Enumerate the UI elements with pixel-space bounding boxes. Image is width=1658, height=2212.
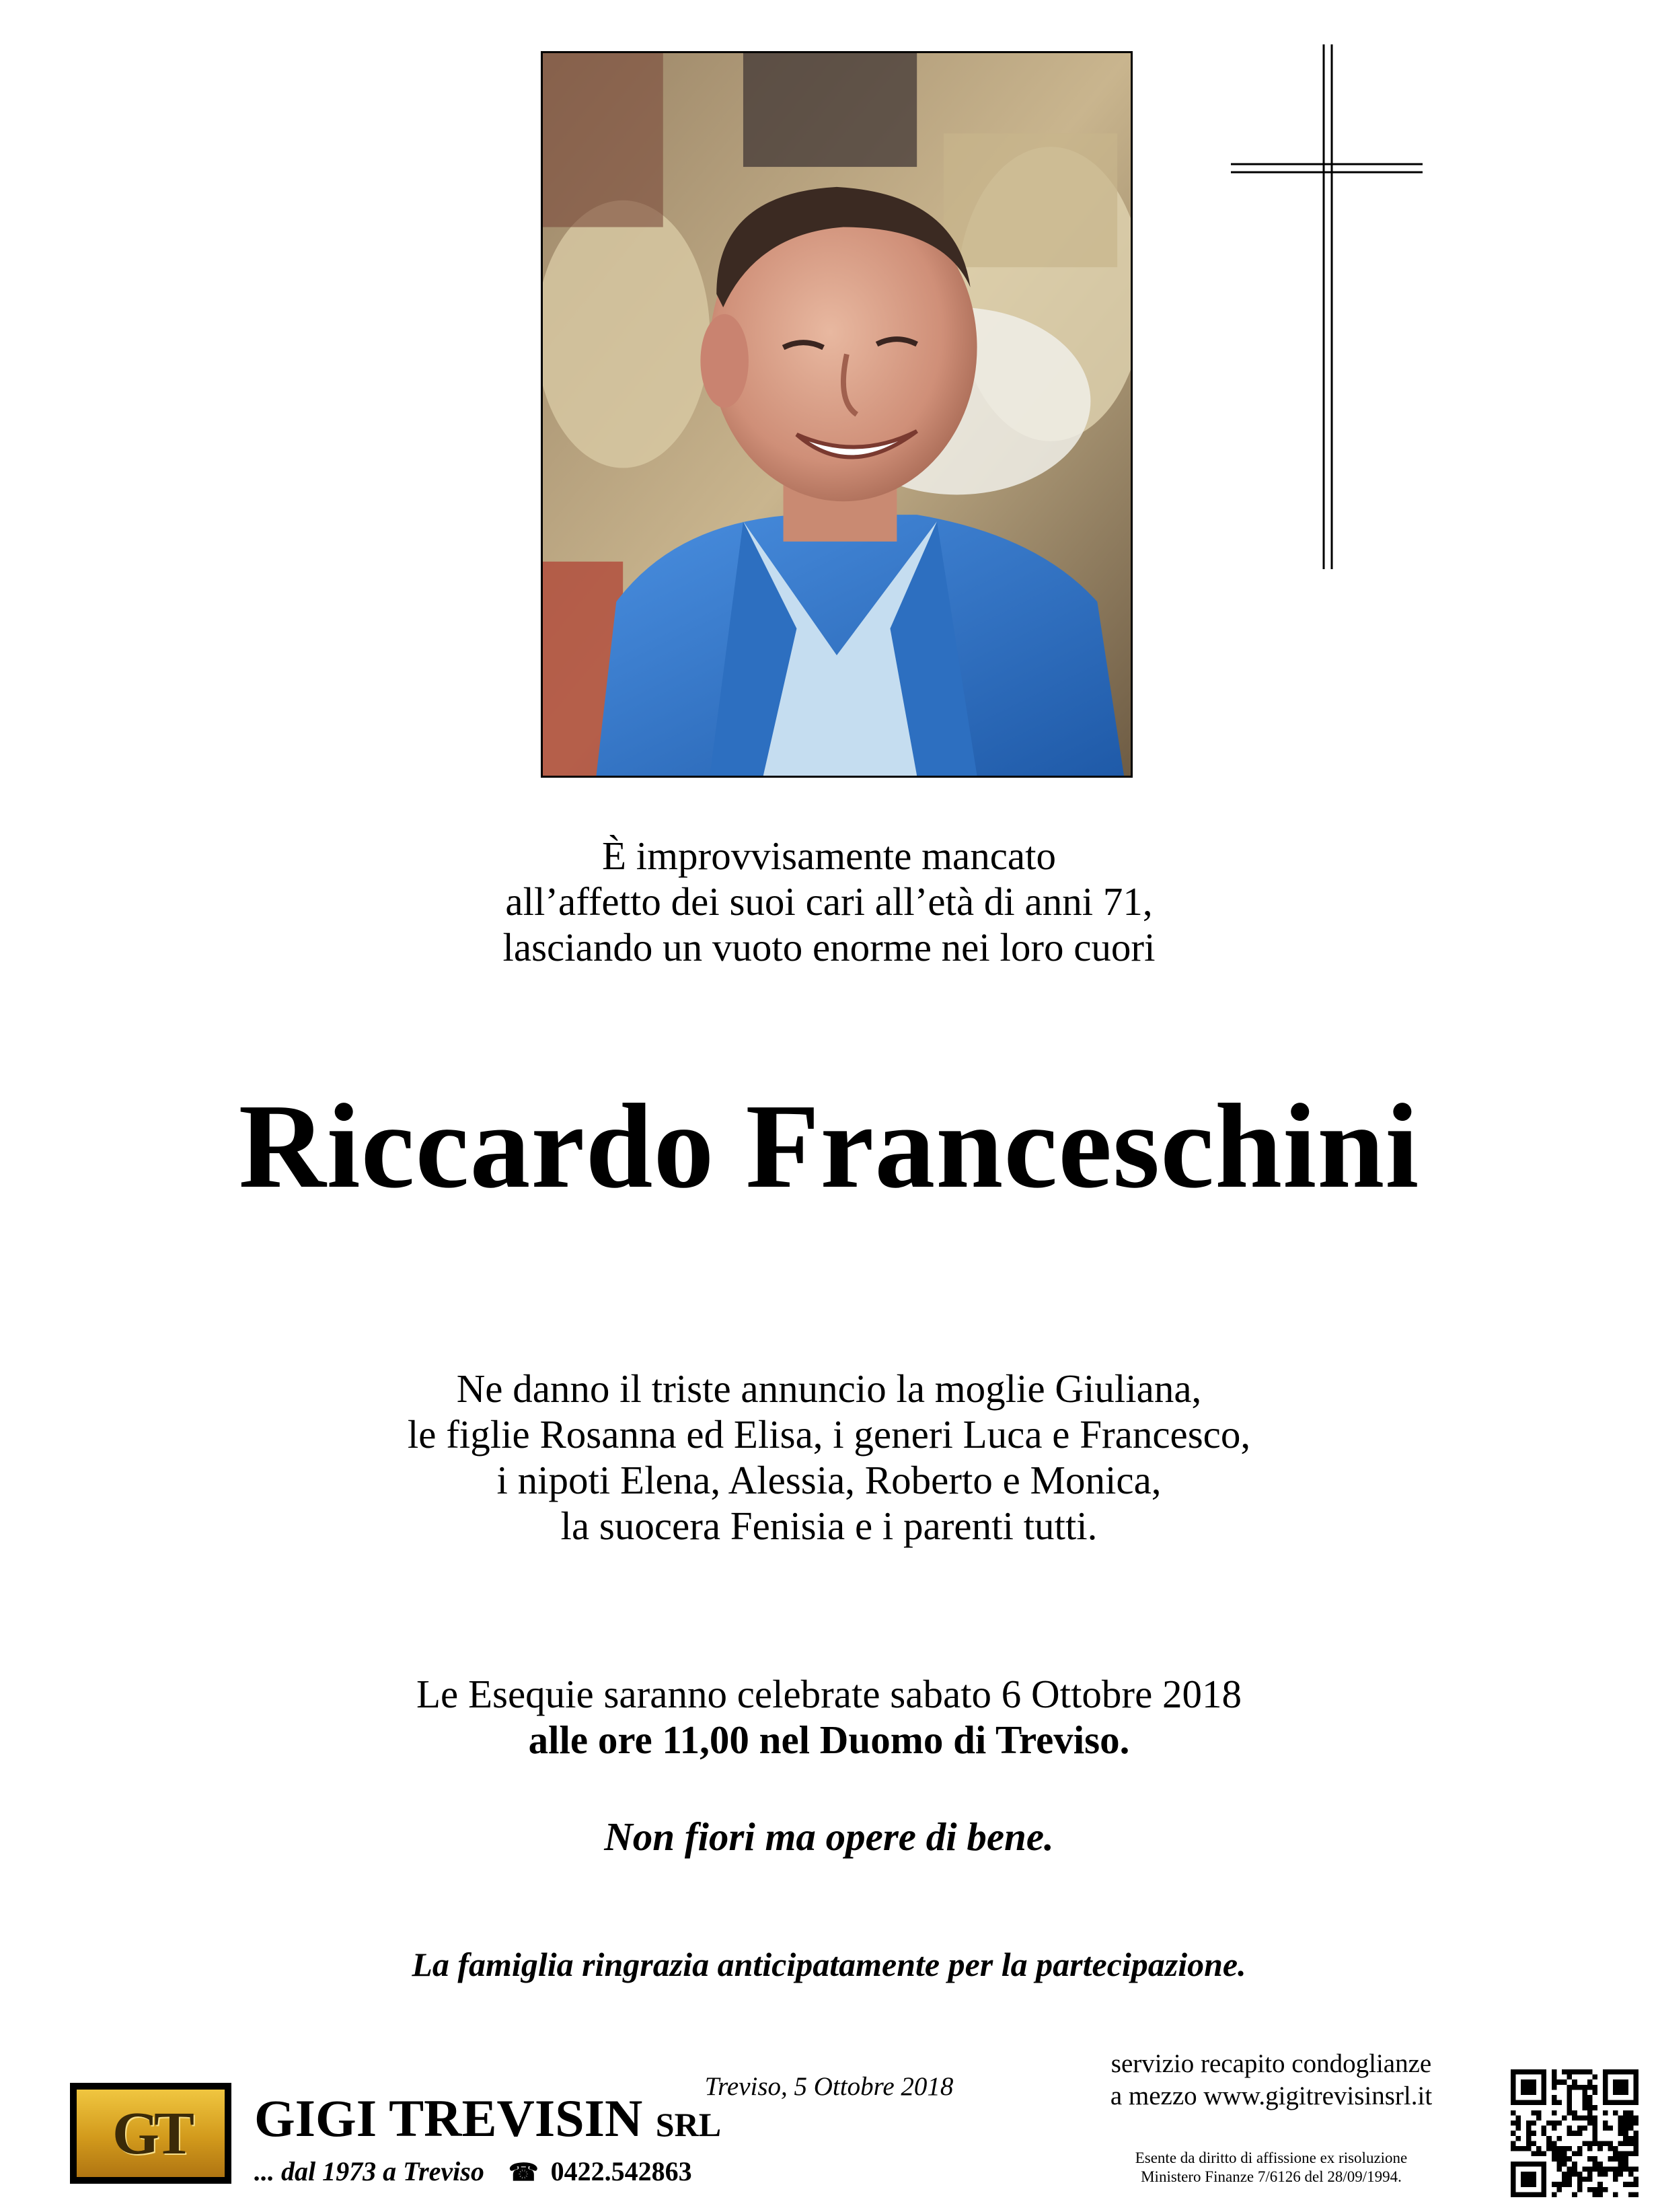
intro-line: lasciando un vuoto enorme nei loro cuori [502,925,1156,969]
exempt-line: Ministero Finanze 7/6126 del 28/09/1994. [1141,2168,1402,2185]
company-logo [70,2083,231,2184]
announcement-line: la suocera Fenisia e i parenti tutti. [560,1504,1098,1548]
intro-text [0,833,1658,970]
portrait-photo [541,51,1133,778]
phone-number: 0422.542863 [550,2156,692,2186]
announcement-line: le figlie Rosanna ed Elisa, i generi Luca e Francesco, [407,1412,1251,1457]
service-line: a mezzo www.gigitrevisinsrl.it [1110,2081,1433,2110]
intro-line: all’affetto dei suoi cari all’età di anni 71, [505,879,1153,924]
intro-line: È improvvisamente mancato [601,834,1056,878]
service-line: servizio recapito condoglianze [1110,2049,1432,2078]
company-name-text: GIGI TREVISIN [254,2089,643,2147]
telephone-icon: ☎ [508,2159,539,2186]
logo-badge [77,2090,225,2177]
exemption-note [1049,2149,1493,2186]
announcement-line: i nipoti Elena, Alessia, Roberto e Monica, [496,1458,1162,1502]
company-suffix: SRL [655,2106,722,2143]
company-name [254,2090,721,2153]
funeral-date-line: Le Esequie saranno celebrate sabato 6 Ottobre 2018 [416,1672,1242,1716]
funeral-place-line: alle ore 11,00 nel Duomo di Treviso. [528,1718,1130,1762]
condolence-service [1049,2048,1493,2112]
since-text: ... dal 1973 a Treviso [254,2156,484,2186]
place-date: Treviso, 5 Ottobre 2018 [704,2072,954,2101]
announcement-line: Ne danno il triste annuncio la moglie Giuliana, [456,1366,1202,1411]
cross-icon [1231,44,1423,569]
logo-text: GT [112,2100,190,2167]
deceased-name: Riccardo Franceschini [238,1079,1420,1213]
announcement-text [0,1366,1658,1549]
exempt-line: Esente da diritto di affissione ex risoluzione [1135,2149,1408,2166]
qr-code-icon [1511,2069,1638,2197]
thanks-note: La famiglia ringrazia anticipatamente per la partecipazione. [412,1946,1246,1983]
flowers-note: Non fiori ma opere di bene. [604,1814,1054,1859]
company-tagline [254,2155,692,2188]
